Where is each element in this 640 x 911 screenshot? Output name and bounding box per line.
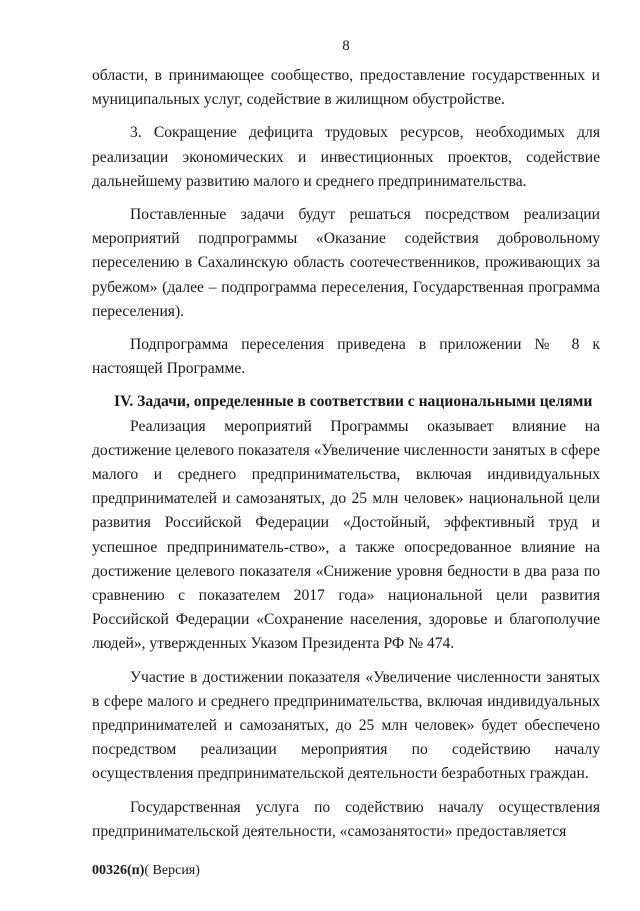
paragraph-indicator-participation: Участие в достижении показателя «Увеличение численности занятых в сфере малого и среднего предпринимательства, включая индивидуальных предпринимателей и самозанятых, до 25 млн человек» будет обеспечено посредством реализации мероприятия по содействию началу осуществления предпринимательской деятельности безработных граждан. <box>92 668 600 783</box>
paragraph-item-3: 3. Сокращение дефицита трудовых ресурсов, необходимых для реализации экономических и инвестиционных проектов, содействие дальнейшему развитию малого и среднего предпринимательства. <box>92 124 600 190</box>
document-code: 00326(п) <box>92 863 145 878</box>
paragraph-appendix-ref: Подпрограмма переселения приведена в приложении № 8 к настоящей Программе. <box>92 336 600 378</box>
document-footer <box>92 862 200 880</box>
paragraph-tasks: Поставленные задачи будут решаться посредством реализации мероприятий подпрограммы «Оказание содействия добровольному переселению в Сахалинскую область соотечественников, проживающих за рубежом» (далее – подпрограмма переселения, Государственная программа переселения). <box>92 206 600 320</box>
section-heading: IV. Задачи, определенные в соответствии с национальными целями <box>114 393 593 411</box>
document-version: ( Версия) <box>144 863 200 878</box>
paragraph-state-service: Государственная услуга по содействию началу осуществления предпринимательской деятельности, «самозанятости» предоставляется <box>92 798 600 840</box>
paragraph-national-goals: Реализация мероприятий Программы оказывает влияние на достижение целевого показателя «Увеличение численности занятых в сфере малого и среднего предпринимательства, включая индивидуальных предпринимателей и самозанятых, до 25 млн человек» национальной цели развития Российской Федерации «Достойный, эффективный труд и успешное предприниматель-ство», а также опосредованное влияние на достижение целевого показателя «Снижение уровня бедности в два раза по сравнению с показателем 2017 года» национальной цели развития Российской Федерации «Сохранение населения, здоровье и благополучие людей», утвержденных Указом Президента РФ № 474. <box>92 417 600 653</box>
paragraph-continuation: области, в принимающее сообщество, предоставление государственных и муниципальных услуг, содействие в жилищном обустройстве. <box>92 67 600 109</box>
page-number: 8 <box>342 38 350 54</box>
